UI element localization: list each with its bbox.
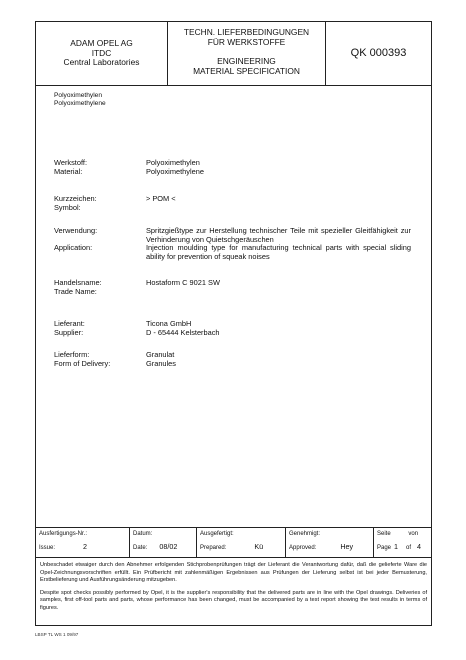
header-box [35,21,432,86]
prepared-label-de: Ausgefertigt: [200,531,234,537]
disclaimer-en: Despite spot checks possibly performed by Opel, it is the supplier's responsibility that the delivered parts are in line with the Opel drawings. Deliveries of samples, first off-tool parts and parts, whose performance has been changed, must be accompanied by a test report showing the test results in terms of figures. [40,589,427,611]
company-block [36,22,168,85]
spec-de-line2: FÜR WERKSTOFFE [207,36,286,47]
approved-value: Hey [340,542,354,551]
page-cell [374,528,431,557]
field-value: Injection moulding type for manufacturing technical parts with special sliding ability for prevention of squeak noises [146,243,411,261]
field-label: Material: [54,166,83,176]
title-de: Polyoximethylen [54,92,103,99]
field-label: Verwendung: [54,226,98,235]
field-value: Ticona GmbH [146,319,192,328]
field-label: Form of Delivery: [54,358,111,368]
page-label-en: Page [377,545,392,551]
page-of-label: of [406,545,412,551]
issue-label-en: Issue: [39,545,56,551]
field-value: Spritzgießtype zur Herstellung technischer Teile mit spezieller Gleitfähigkeit zur Verhinderung von Quietschgeräuschen [146,226,411,244]
page-label-de: Seite [377,531,391,537]
field-value: D - 65444 Kelsterbach [146,327,220,337]
field-label: Lieferant: [54,319,85,328]
field-label: Supplier: [54,327,84,337]
spec-en-line2: MATERIAL SPECIFICATION [193,65,300,76]
spec-body [35,86,432,528]
field-value: Hostaform C 9021 SW [146,278,220,287]
disclaimer-de: Unbeschadet etwaiger durch den Abnehmer erfolgenden Stichprobenprüfungen trägt der Lieferant die Verantwortung dafür, daß die gelieferte Ware die Opel-Zeichnungsvorschriften erfüllt. Ein Prüfbericht mit zahlenmäßigen Ergebnissen aus Prüfungen der Lieferung selbst ist bei jeder Bemusterung, Erstbelieferung und Ausführungsänderung mitzugeben. [40,562,427,584]
field-value: Polyoximethylen [146,158,200,167]
field-label: Symbol: [54,202,81,212]
spec-type-block [168,22,326,85]
spec-de-line1: TECHN. LIEFERBEDINGUNGEN [183,27,310,37]
date-label-en: Date: [133,545,148,551]
date-cell [130,528,197,557]
field-label: Handelsname: [54,278,102,287]
spec-en-line1: ENGINEERING [217,56,276,67]
page-number: 1 [394,542,399,551]
field-value: > POM < [146,194,176,203]
field-value: Granulat [146,350,175,359]
company-lab: Central Laboratories [63,57,140,68]
field-value: Granules [146,358,176,368]
disclaimer-box [35,558,432,626]
date-label-de: Datum: [133,531,153,537]
prepared-value: Kü [254,542,264,551]
date-value: 08/02 [159,542,178,551]
field-label: Lieferform: [54,350,90,359]
material-title [54,92,106,108]
company-name: ADAM OPEL AG [70,38,133,49]
field-value: Polyoximethylene [146,166,204,176]
document-info-row [35,528,432,558]
doc-number: QK 000393 [350,46,407,59]
issue-value: 2 [83,542,88,551]
company-dept: ITDC [91,47,112,58]
title-en: Polyoximethylene [54,100,106,107]
field-label: Application: [54,243,93,253]
field-label: Trade Name: [54,286,97,296]
field-label: Werkstoff: [54,158,87,167]
issue-cell [36,528,130,557]
prepared-label-en: Prepared: [200,545,227,551]
form-code: LBSP TL WS 1 09/97 [35,632,79,637]
issue-label-de: Ausfertigungs-Nr.: [39,531,88,537]
prepared-cell [197,528,286,557]
approved-label-de: Genehmigt: [289,531,321,537]
field-label: Kurzzeichen: [54,194,97,203]
page-von-label: von [408,531,419,537]
approved-cell [286,528,374,557]
page-total: 4 [417,542,422,551]
approved-label-en: Approved: [289,545,317,551]
